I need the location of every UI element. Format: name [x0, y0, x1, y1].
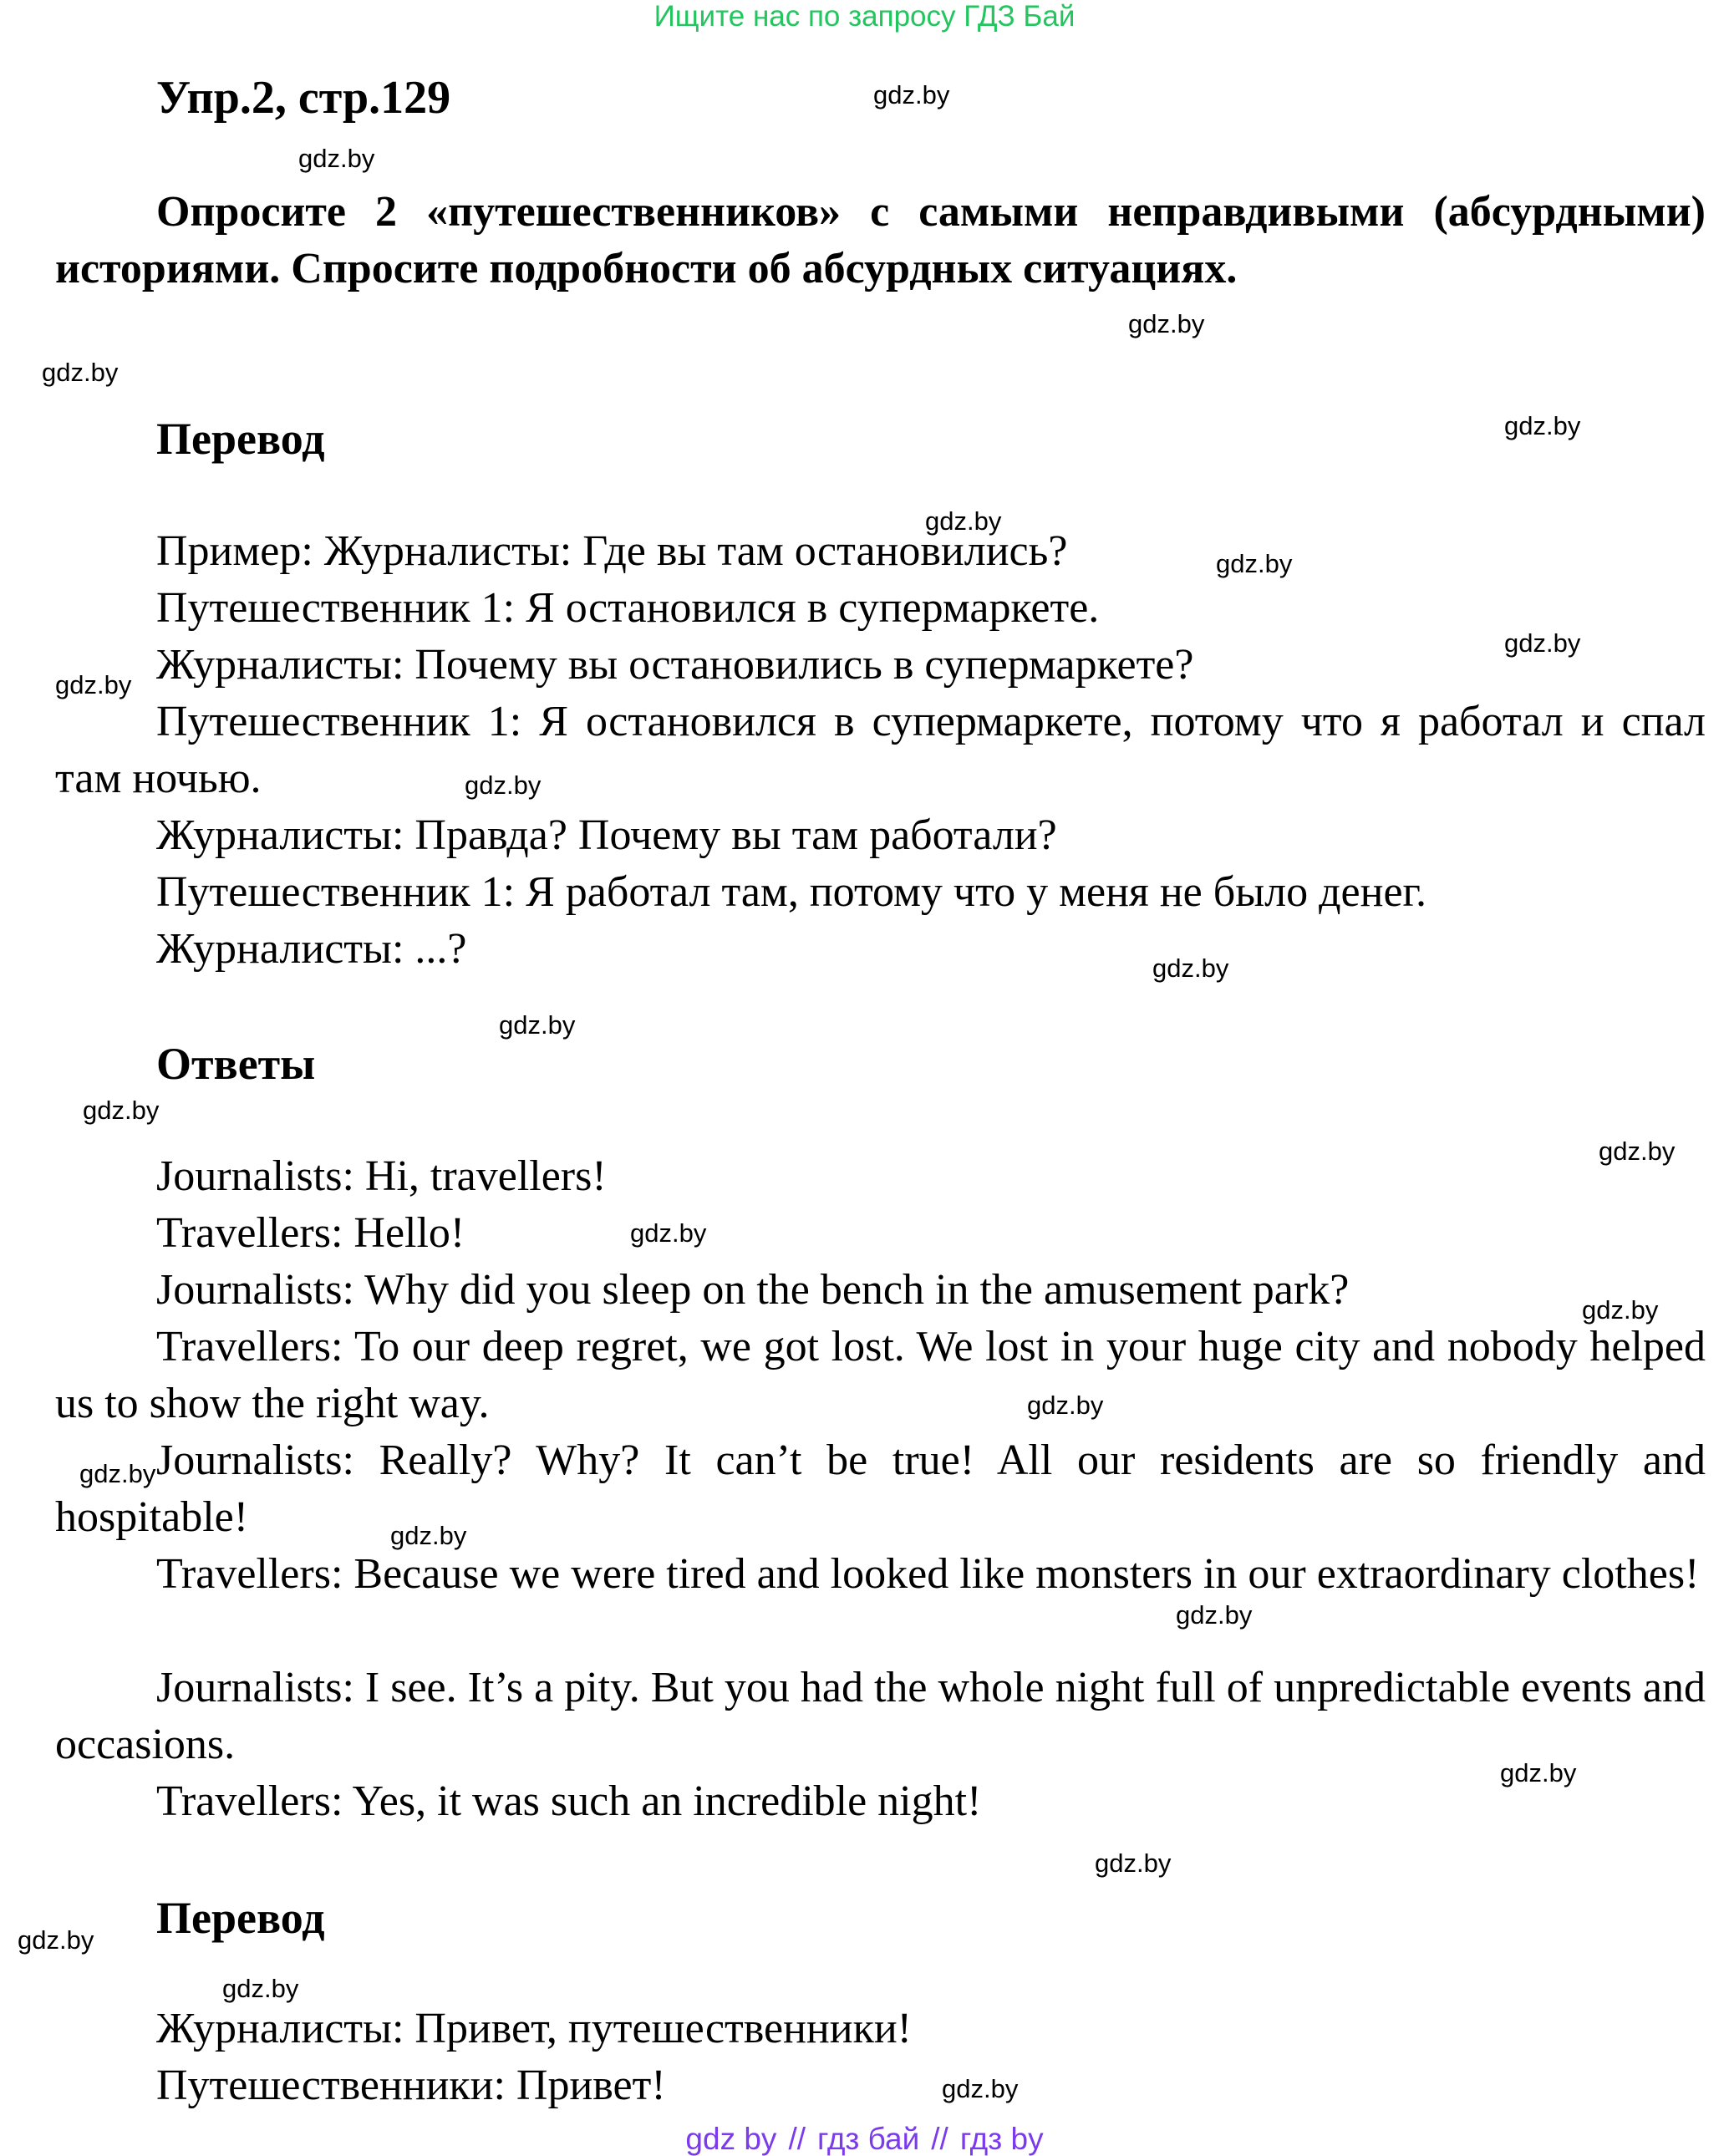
translation-line: Журналисты: Почему вы остановились в супермаркете? — [156, 641, 1194, 689]
translation-line: Путешественник 1: Я работал там, потому что у меня не было денег. — [156, 868, 1427, 916]
watermark: gdz.by — [1500, 1758, 1577, 1787]
watermark: gdz.by — [390, 1521, 467, 1550]
exercise-task: Опросите 2 «путешественников» с самыми неправдивыми (абсурдными) историями. Спросите подробности об абсурдных ситуациях. — [55, 188, 1706, 292]
translation-line: Журналисты: ...? — [156, 925, 467, 973]
bottom-banner-link-gdz-bai[interactable]: гдз бай — [817, 2122, 920, 2156]
watermark: gdz.by — [55, 670, 132, 699]
separator: // — [931, 2122, 948, 2156]
translation-line: Журналисты: Правда? Почему вы там работали? — [156, 811, 1057, 859]
watermark: gdz.by — [1504, 411, 1581, 440]
watermark: gdz.by — [222, 1974, 299, 2003]
translation-line: Путешественник 1: Я остановился в супермаркете, потому что я работал и спал там ночью. — [55, 698, 1706, 802]
translation-heading: Перевод — [156, 414, 325, 464]
watermark: gdz.by — [42, 358, 119, 387]
translation2-line: Журналисты: Привет, путешественники! — [156, 2005, 912, 2052]
watermark: gdz.by — [18, 1925, 94, 1955]
answer-line: Journalists: I see. It’s a pity. But you had the whole night full of unpredictable events and occasions. — [55, 1664, 1706, 1768]
translation-line: Путешественник 1: Я остановился в супермаркете. — [156, 584, 1100, 632]
watermark: gdz.by — [83, 1096, 160, 1125]
watermark: gdz.by — [873, 80, 950, 109]
answer-line: Journalists: Really? Why? It can’t be true! All our residents are so friendly and hospitable! — [55, 1436, 1706, 1541]
watermark: gdz.by — [1504, 628, 1581, 658]
bottom-banner-link-gdz-by-2[interactable]: гдз by — [959, 2122, 1044, 2156]
watermark: gdz.by — [1027, 1391, 1104, 1420]
bottom-banner — [0, 2123, 1729, 2156]
watermark: gdz.by — [1176, 1600, 1253, 1630]
translation2-line: Путешественники: Привет! — [156, 2062, 666, 2109]
bottom-banner-link-gdz-by[interactable]: gdz by — [685, 2122, 777, 2156]
translation2-heading: Перевод — [156, 1893, 325, 1943]
watermark: gdz.by — [79, 1459, 156, 1488]
answer-line: Travellers: Yes, it was such an incredible night! — [156, 1777, 982, 1825]
answer-line: Travellers: To our deep regret, we got lost. We lost in your huge city and nobody helped us to show the right way. — [55, 1323, 1706, 1427]
top-banner[interactable]: Ищите нас по запросу ГДЗ Бай — [653, 0, 1076, 33]
answers-heading: Ответы — [156, 1039, 316, 1089]
answer-line: Travellers: Hello! — [156, 1209, 465, 1257]
watermark: gdz.by — [1582, 1295, 1659, 1325]
answer-line: Travellers: Because we were tired and looked like monsters in our extraordinary clothes! — [156, 1550, 1700, 1598]
watermark: gdz.by — [1095, 1848, 1172, 1878]
watermark: gdz.by — [1152, 953, 1229, 983]
watermark: gdz.by — [1216, 549, 1293, 578]
watermark: gdz.by — [1599, 1136, 1676, 1166]
watermark: gdz.by — [925, 506, 1002, 536]
separator: // — [788, 2122, 806, 2156]
watermark: gdz.by — [298, 144, 375, 173]
watermark: gdz.by — [630, 1218, 707, 1248]
watermark: gdz.by — [942, 2074, 1019, 2103]
translation-line: Пример: Журналисты: Где вы там остановились? — [156, 527, 1068, 575]
exercise-title: Упр.2, стр.129 — [156, 72, 451, 124]
answer-line: Journalists: Why did you sleep on the bench in the amusement park? — [156, 1266, 1350, 1314]
watermark: gdz.by — [499, 1010, 576, 1040]
answer-line: Journalists: Hi, travellers! — [156, 1152, 607, 1200]
watermark: gdz.by — [465, 770, 542, 800]
watermark: gdz.by — [1128, 309, 1205, 338]
